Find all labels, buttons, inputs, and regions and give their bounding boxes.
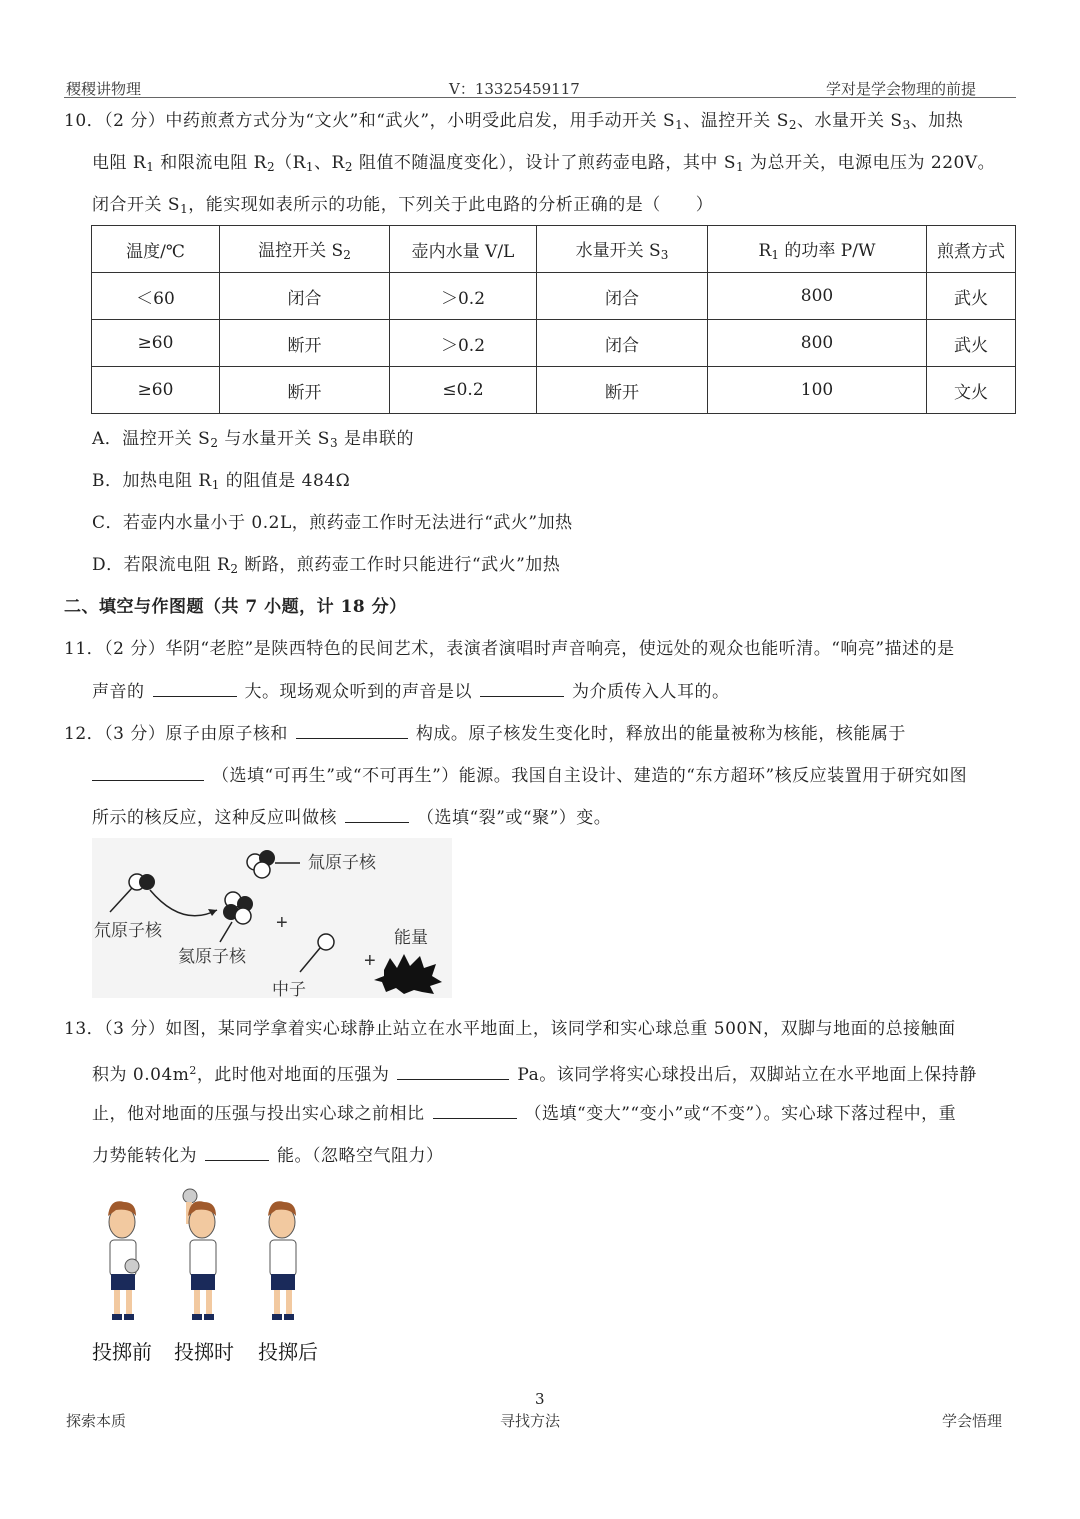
student-after-throw [268, 1201, 296, 1320]
q10-line3: 闭合开关 $S_1$，能实现如表所示的功能，下列关于此电路的分析正确的是（ ） [92, 195, 714, 216]
plus-sign-1: + [276, 912, 288, 934]
q12-line1: 12．（3 分）原子由原子核和 构成。原子核发生变化时，释放出的能量被称为核能，核能属于 [64, 724, 906, 744]
table-cell: ＞0.2 [390, 273, 537, 320]
q11-line1: 11．（2 分）华阴“老腔”是陕西特色的民间艺术，表演者演唱时声音响亮，使远处的观众也能听清。“响亮”描述的是 [64, 639, 955, 659]
label-helium: 氦原子核 [178, 947, 246, 966]
table-cell: 闭合 [537, 273, 708, 320]
label-neutron: 中子 [272, 980, 306, 999]
table-cell: 文火 [927, 367, 1016, 414]
student-before-throw [108, 1201, 139, 1320]
q11-line2: 声音的 大。现场观众听到的声音是以 为介质传入人耳的。 [92, 682, 730, 702]
table-header-cell: 温控开关 $S_2$ [220, 226, 390, 273]
q13-line4: 力势能转化为 能。（忽略空气阻力） [92, 1146, 444, 1166]
table-cell: ＞0.2 [390, 320, 537, 367]
label-deuterium: 氘原子核 [94, 921, 162, 940]
table-header-cell: 壶内水量 V/L [390, 226, 537, 273]
page-number: 3 [535, 1390, 545, 1408]
table-cell: ≥60 [92, 367, 220, 414]
label-during-throw: 投掷时 [174, 1342, 234, 1364]
table-header-cell: 煎煮方式 [927, 226, 1016, 273]
table-header-cell: $R_1$ 的功率 P/W [708, 226, 927, 273]
q10-option-c: C．若壶内水量小于 0.2L，煎药壶工作时无法进行“武火”加热 [92, 513, 573, 533]
q10-option-a: A．温控开关 $S_2$ 与水量开关 $S_3$ 是串联的 [92, 429, 414, 450]
q13-line2: 积为 $0.04m^2$，此时他对地面的压强为 Pa。该同学将实心球投出后，双脚站立在水平地面上保持静 [92, 1064, 977, 1085]
q13-line1: 13．（3 分）如图，某同学拿着实心球静止站立在水平地面上，该同学和实心球总重 500N，双脚与地面的总接触面 [64, 1019, 956, 1039]
table-cell: 武火 [927, 320, 1016, 367]
table-cell: ≤0.2 [390, 367, 537, 414]
header-center: V：13325459117 [449, 80, 580, 98]
header-left: 稷稷讲物理 [66, 80, 142, 98]
q12-line2: （选填“可再生”或“不可再生”）能源。我国自主设计、建造的“东方超环”核反应装置用于研究如图 [92, 764, 967, 787]
table-row [92, 273, 1016, 320]
footer-right: 学会悟理 [942, 1412, 1003, 1430]
answer-blank[interactable] [153, 680, 237, 697]
table-cell: ＜60 [92, 273, 220, 320]
table-cell: 闭合 [537, 320, 708, 367]
plus-sign-2: + [364, 950, 376, 972]
label-energy: 能量 [394, 928, 428, 947]
table-row [92, 367, 1016, 414]
table-cell: 断开 [537, 367, 708, 414]
table-cell: 800 [708, 273, 927, 320]
answer-blank[interactable] [480, 680, 564, 697]
table-cell: 断开 [220, 367, 390, 414]
answer-blank[interactable] [433, 1102, 517, 1119]
q10-table [91, 225, 1016, 414]
answer-blank[interactable] [205, 1144, 269, 1161]
label-after-throw: 投掷后 [258, 1342, 318, 1364]
answer-blank[interactable] [92, 764, 204, 781]
table-header-cell: 温度/℃ [92, 226, 220, 273]
header-right: 学对是学会物理的前提 [826, 80, 977, 98]
throwing-figures [92, 1188, 332, 1338]
section-2-title: 二、填空与作图题（共 7 小题，计 18 分） [64, 597, 407, 617]
q10-option-b: B．加热电阻 $R_1$ 的阻值是 484Ω [92, 471, 351, 492]
answer-blank[interactable] [345, 806, 409, 823]
table-cell: 800 [708, 320, 927, 367]
q13-line3: 止，他对地面的压强与投出实心球之前相比 （选填“变大”“变小”或“不变”）。实心球下落过程中，重 [92, 1104, 957, 1124]
footer-left: 探索本质 [66, 1412, 127, 1430]
header-divider [64, 97, 1016, 98]
q12-line3: 所示的核反应，这种反应叫做核 （选填“裂”或“聚”）变。 [92, 808, 612, 828]
q10-option-d: D．若限流电阻 $R_2$ 断路，煎药壶工作时只能进行“武火”加热 [92, 555, 561, 576]
table-header-cell: 水量开关 $S_3$ [537, 226, 708, 273]
table-cell: 闭合 [220, 273, 390, 320]
table-header-row [92, 226, 1016, 273]
q10-line1: 10．（2 分）中药煎煮方式分为“文火”和“武火”，小明受此启发，用手动开关 $S_1$、温控开关 $S_2$、水量开关 $S_3$、加热 [64, 111, 964, 132]
table-cell: 武火 [927, 273, 1016, 320]
label-before-throw: 投掷前 [92, 1342, 152, 1364]
student-during-throw [183, 1189, 216, 1320]
answer-blank[interactable] [397, 1063, 509, 1080]
table-cell: ≥60 [92, 320, 220, 367]
footer-center: 寻找方法 [500, 1412, 561, 1430]
table-row [92, 320, 1016, 367]
answer-blank[interactable] [296, 722, 408, 739]
table-cell: 断开 [220, 320, 390, 367]
table-cell: 100 [708, 367, 927, 414]
q10-line2: 电阻 $R_1$ 和限流电阻 $R_2(R_1$、$R_2$ 阻值不随温度变化），设计了煎药壶电路，其中 $S_1$ 为总开关，电源电压为 220V。 [92, 153, 996, 174]
label-tritium: 氚原子核 [308, 853, 376, 872]
